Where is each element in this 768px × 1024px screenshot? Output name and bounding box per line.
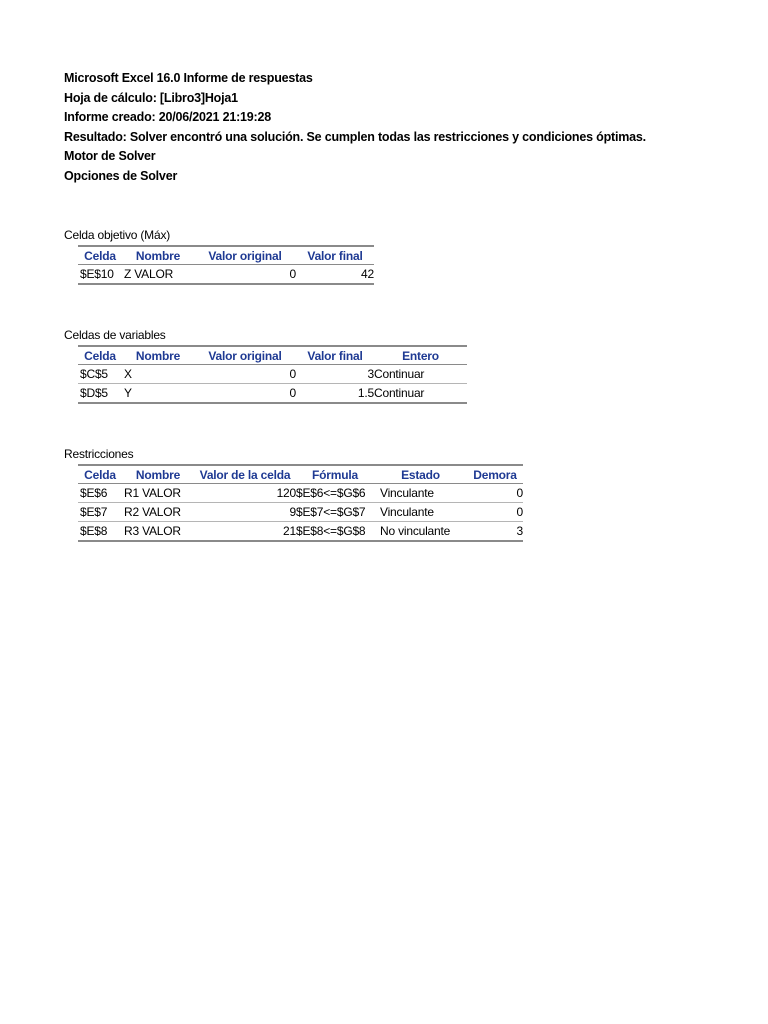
solver-options-line: Opciones de Solver xyxy=(64,169,178,183)
cell-ref: $E$6 xyxy=(78,484,122,503)
result-line: Resultado: Solver encontró una solución. Se cumplen todas las restricciones y condiciones óptimas. xyxy=(64,130,646,144)
cell-ref: $E$10 xyxy=(78,265,122,285)
cell-value: 120 xyxy=(194,484,296,503)
col-header-final: Valor final xyxy=(296,246,374,265)
table-row xyxy=(78,522,523,542)
slack: 3 xyxy=(467,522,523,542)
table-row xyxy=(78,265,374,285)
cell-name: R2 VALOR xyxy=(122,503,194,522)
table-row xyxy=(78,365,467,384)
report-title: Microsoft Excel 16.0 Informe de respuestas xyxy=(64,71,313,85)
variables-table xyxy=(78,345,467,404)
formula: $E$6<=$G$6 xyxy=(296,484,374,503)
variables-header-row xyxy=(78,346,467,365)
original-value: 0 xyxy=(194,265,296,285)
col-header-integer: Entero xyxy=(374,346,467,365)
col-header-cell: Celda xyxy=(78,346,122,365)
final-value: 3 xyxy=(296,365,374,384)
integer-value: Continuar xyxy=(374,365,467,384)
cell-ref: $D$5 xyxy=(78,384,122,404)
slack: 0 xyxy=(467,503,523,522)
final-value: 1.5 xyxy=(296,384,374,404)
worksheet-line: Hoja de cálculo: [Libro3]Hoja1 xyxy=(64,91,238,105)
slack: 0 xyxy=(467,484,523,503)
constraints-section-title: Restricciones xyxy=(64,447,134,461)
variables-section-title: Celdas de variables xyxy=(64,328,166,342)
objective-section-title: Celda objetivo (Máx) xyxy=(64,228,171,242)
constraints-table xyxy=(78,464,523,542)
cell-ref: $C$5 xyxy=(78,365,122,384)
col-header-slack: Demora xyxy=(467,465,523,484)
cell-name: X xyxy=(122,365,194,384)
col-header-name: Nombre xyxy=(122,246,194,265)
col-header-original: Valor original xyxy=(194,346,296,365)
col-header-formula: Fórmula xyxy=(296,465,374,484)
col-header-name: Nombre xyxy=(122,346,194,365)
status: No vinculante xyxy=(374,522,467,542)
col-header-cell: Celda xyxy=(78,465,122,484)
cell-value: 9 xyxy=(194,503,296,522)
cell-ref: $E$8 xyxy=(78,522,122,542)
solver-engine-line: Motor de Solver xyxy=(64,149,156,163)
created-line: Informe creado: 20/06/2021 21:19:28 xyxy=(64,110,272,124)
objective-header-row xyxy=(78,246,374,265)
cell-ref: $E$7 xyxy=(78,503,122,522)
status: Vinculante xyxy=(374,503,467,522)
integer-value: Continuar xyxy=(374,384,467,404)
col-header-name: Nombre xyxy=(122,465,194,484)
col-header-status: Estado xyxy=(374,465,467,484)
objective-table xyxy=(78,245,374,285)
original-value: 0 xyxy=(194,365,296,384)
cell-name: R3 VALOR xyxy=(122,522,194,542)
col-header-cell-value: Valor de la celda xyxy=(194,465,296,484)
cell-name: R1 VALOR xyxy=(122,484,194,503)
formula: $E$8<=$G$8 xyxy=(296,522,374,542)
col-header-original: Valor original xyxy=(194,246,296,265)
table-row xyxy=(78,384,467,404)
col-header-cell: Celda xyxy=(78,246,122,265)
cell-name: Y xyxy=(122,384,194,404)
cell-value: 21 xyxy=(194,522,296,542)
cell-name: Z VALOR xyxy=(122,265,194,285)
status: Vinculante xyxy=(374,484,467,503)
formula: $E$7<=$G$7 xyxy=(296,503,374,522)
constraints-header-row xyxy=(78,465,523,484)
col-header-final: Valor final xyxy=(296,346,374,365)
table-row xyxy=(78,484,523,503)
final-value: 42 xyxy=(296,265,374,285)
original-value: 0 xyxy=(194,384,296,404)
table-row xyxy=(78,503,523,522)
